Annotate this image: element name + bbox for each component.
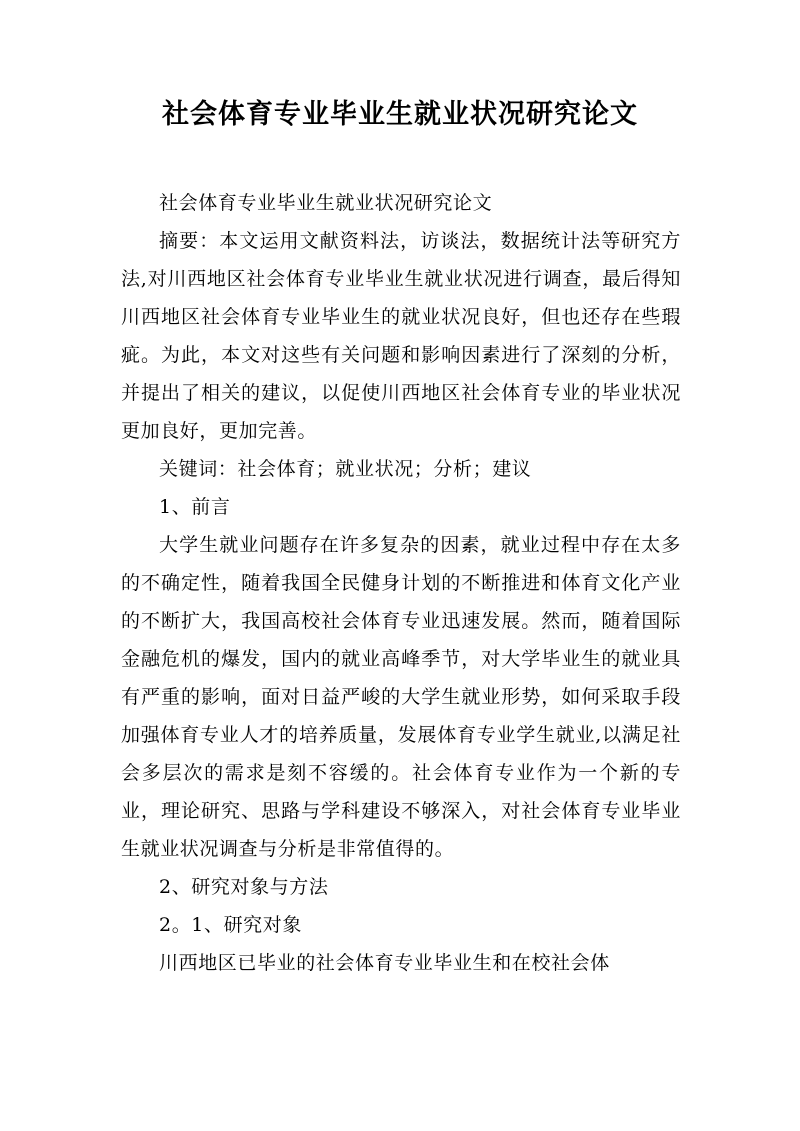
section-heading-introduction: 1、前言 bbox=[159, 496, 231, 518]
subtitle-paragraph: 社会体育专业毕业生就业状况研究论文 bbox=[159, 192, 493, 214]
subsection-heading-subjects: 2。1、研究对象 bbox=[159, 914, 302, 936]
document-body bbox=[121, 184, 681, 982]
subjects-paragraph: 川西地区已毕业的社会体育专业毕业生和在校社会体 bbox=[159, 952, 610, 974]
keywords-paragraph: 关键词：社会体育；就业状况；分析；建议 bbox=[159, 458, 532, 480]
abstract-paragraph: 摘要：本文运用文献资料法，访谈法，数据统计法等研究方法,对川西地区社会体育专业毕业生就业状况进行调查，最后得知川西地区社会体育专业毕业生的就业状况良好，但也还存在些瑕疵。为此，本文对这些有关问题和影响因素进行了深刻的分析，并提出了相关的建议，以促使川西地区社会体育专业的毕业状况更加良好，更加完善。 bbox=[121, 230, 681, 442]
introduction-paragraph: 大学生就业问题存在许多复杂的因素，就业过程中存在太多的不确定性，随着我国全民健身计划的不断推进和体育文化产业的不断扩大，我国高校社会体育专业迅速发展。然而，随着国际金融危机的爆发，国内的就业高峰季节，对大学毕业生的就业具有严重的影响，面对日益严峻的大学生就业形势，如何采取手段加强体育专业人才的培养质量，发展体育专业学生就业,以满足社会多层次的需求是刻不容缓的。社会体育专业作为一个新的专业，理论研究、思路与学科建设不够深入，对社会体育专业毕业生就业状况调查与分析是非常值得的。 bbox=[121, 534, 681, 860]
document-title: 社会体育专业毕业生就业状况研究论文 bbox=[162, 99, 638, 130]
section-heading-methods: 2、研究对象与方法 bbox=[159, 876, 329, 898]
